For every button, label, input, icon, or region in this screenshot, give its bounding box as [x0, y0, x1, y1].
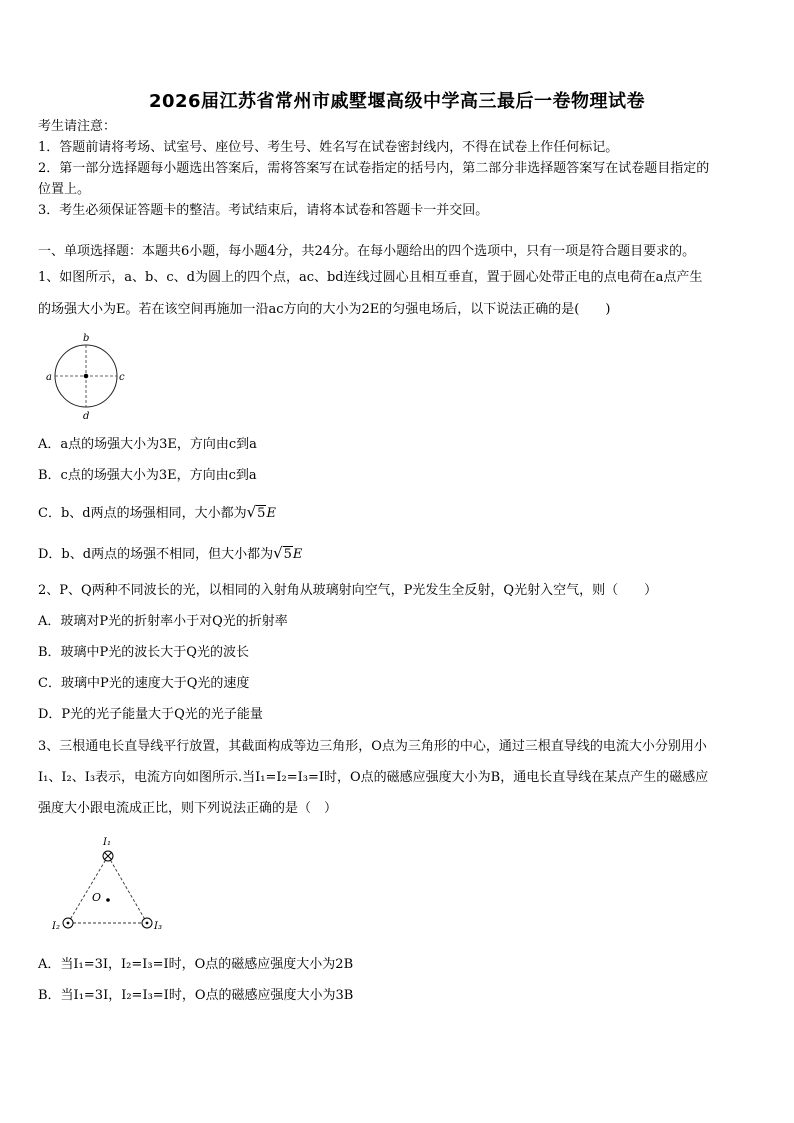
- sqrt-radicand: 5: [283, 547, 292, 562]
- notice-heading: 考生请注意：: [38, 119, 117, 134]
- q3-side-left: [68, 856, 108, 923]
- q3-dot-i2: [67, 922, 70, 925]
- sqrt-sign: √: [273, 544, 283, 562]
- q1-option-b: B．c点的场强大小为3E，方向由c到a: [38, 468, 257, 483]
- q2-option-c: C．玻璃中P光的速度大于Q光的速度: [38, 676, 250, 691]
- q1-option-d-sqrt: [273, 544, 293, 564]
- q1-label-c: c: [119, 372, 125, 383]
- q1-option-d-unit: E: [292, 547, 303, 562]
- q1-center-charge: [84, 374, 89, 379]
- q3-triangle-diagram: [48, 832, 168, 936]
- q1-stem-line-2: 的场强大小为E。若在该空间再施加一沿ac方向的大小为2E的匀强电场后，以下说法正确的是( ): [38, 302, 611, 317]
- sqrt-sign: √: [246, 503, 257, 521]
- q3-label-i3: I₃: [154, 921, 162, 932]
- q3-side-right: [108, 856, 147, 923]
- q3-dot-i3: [146, 922, 149, 925]
- section-heading: 一、单项选择题：本题共6小题，每小题4分，共24分。在每小题给出的四个选项中，只有一项是符合题目要求的。: [38, 244, 696, 259]
- notice-item-1: 1．答题前请将考场、试室号、座位号、考生号、姓名写在试卷密封线内，不得在试卷上作任何标记。: [38, 140, 619, 155]
- q2-option-d: D．P光的光子能量大于Q光的光子能量: [38, 707, 263, 722]
- q3-stem-line-1: 3、三根通电长直导线平行放置，其截面构成等边三角形，O点为三角形的中心，通过三根直导线的电流大小分别用小: [38, 739, 707, 754]
- q2-stem: 2、P、Q两种不同波长的光，以相同的入射角从玻璃射向空气，P光发生全反射，Q光射入空气，则（ ）: [38, 583, 658, 598]
- q3-option-a: A．当I₁=3I，I₂=I₃=I时，O点的磁感应强度大小为2B: [38, 957, 354, 972]
- q3-center-point: [106, 898, 110, 902]
- notice-item-2: 2．第一部分选择题每小题选出答案后，需将答案写在试卷指定的括号内，第二部分非选择题答案写在试卷题目指定的: [38, 161, 710, 176]
- q3-label-o: O: [92, 891, 102, 904]
- notice-item-3: 3．考生必须保证答题卡的整洁。考试结束后，请将本试卷和答题卡一并交回。: [38, 203, 489, 218]
- q3-stem-line-2: I₁、I₂、I₃表示，电流方向如图所示.当I₁=I₂=I₃=I时，O点的磁感应强度大小为B，通电长直导线在某点产生的磁感应: [38, 770, 709, 785]
- q1-option-c-unit: E: [266, 506, 276, 521]
- q1-option-c: [38, 503, 276, 523]
- q1-circle-diagram: [40, 330, 130, 422]
- q1-label-b: b: [83, 333, 90, 344]
- q3-stem-line-3: 强度大小跟电流成正比，则下列说法正确的是（ ）: [38, 801, 338, 816]
- sqrt-radicand: 5: [257, 506, 266, 521]
- q1-option-a: A．a点的场强大小为3E，方向由c到a: [38, 437, 257, 452]
- q1-option-c-text: C．b、d两点的场强相同，大小都为: [38, 506, 247, 521]
- q1-stem-line-1: 1、如图所示，a、b、c、d为圆上的四个点，ac、bd连线过圆心且相互垂直，置于圆心处带正电的点电荷在a点产生: [38, 270, 703, 285]
- q3-label-i2: I₂: [52, 921, 60, 932]
- q3-label-i1: I₁: [103, 837, 111, 848]
- q1-option-c-sqrt: [247, 503, 267, 523]
- q1-option-d-text: D．b、d两点的场强不相同，但大小都为: [38, 547, 274, 562]
- q1-option-d: [38, 544, 302, 564]
- q1-label-d: d: [83, 411, 90, 422]
- q2-option-b: B．玻璃中P光的波长大于Q光的波长: [38, 645, 249, 660]
- q1-label-a: a: [46, 372, 52, 383]
- page-title: 2026届江苏省常州市戚墅堰高级中学高三最后一卷物理试卷: [148, 91, 646, 112]
- q3-option-b: B．当I₁=3I，I₂=I₃=I时，O点的磁感应强度大小为3B: [38, 988, 354, 1003]
- q2-option-a: A．玻璃对P光的折射率小于对Q光的折射率: [38, 614, 288, 629]
- notice-item-2-cont: 位置上。: [38, 182, 91, 197]
